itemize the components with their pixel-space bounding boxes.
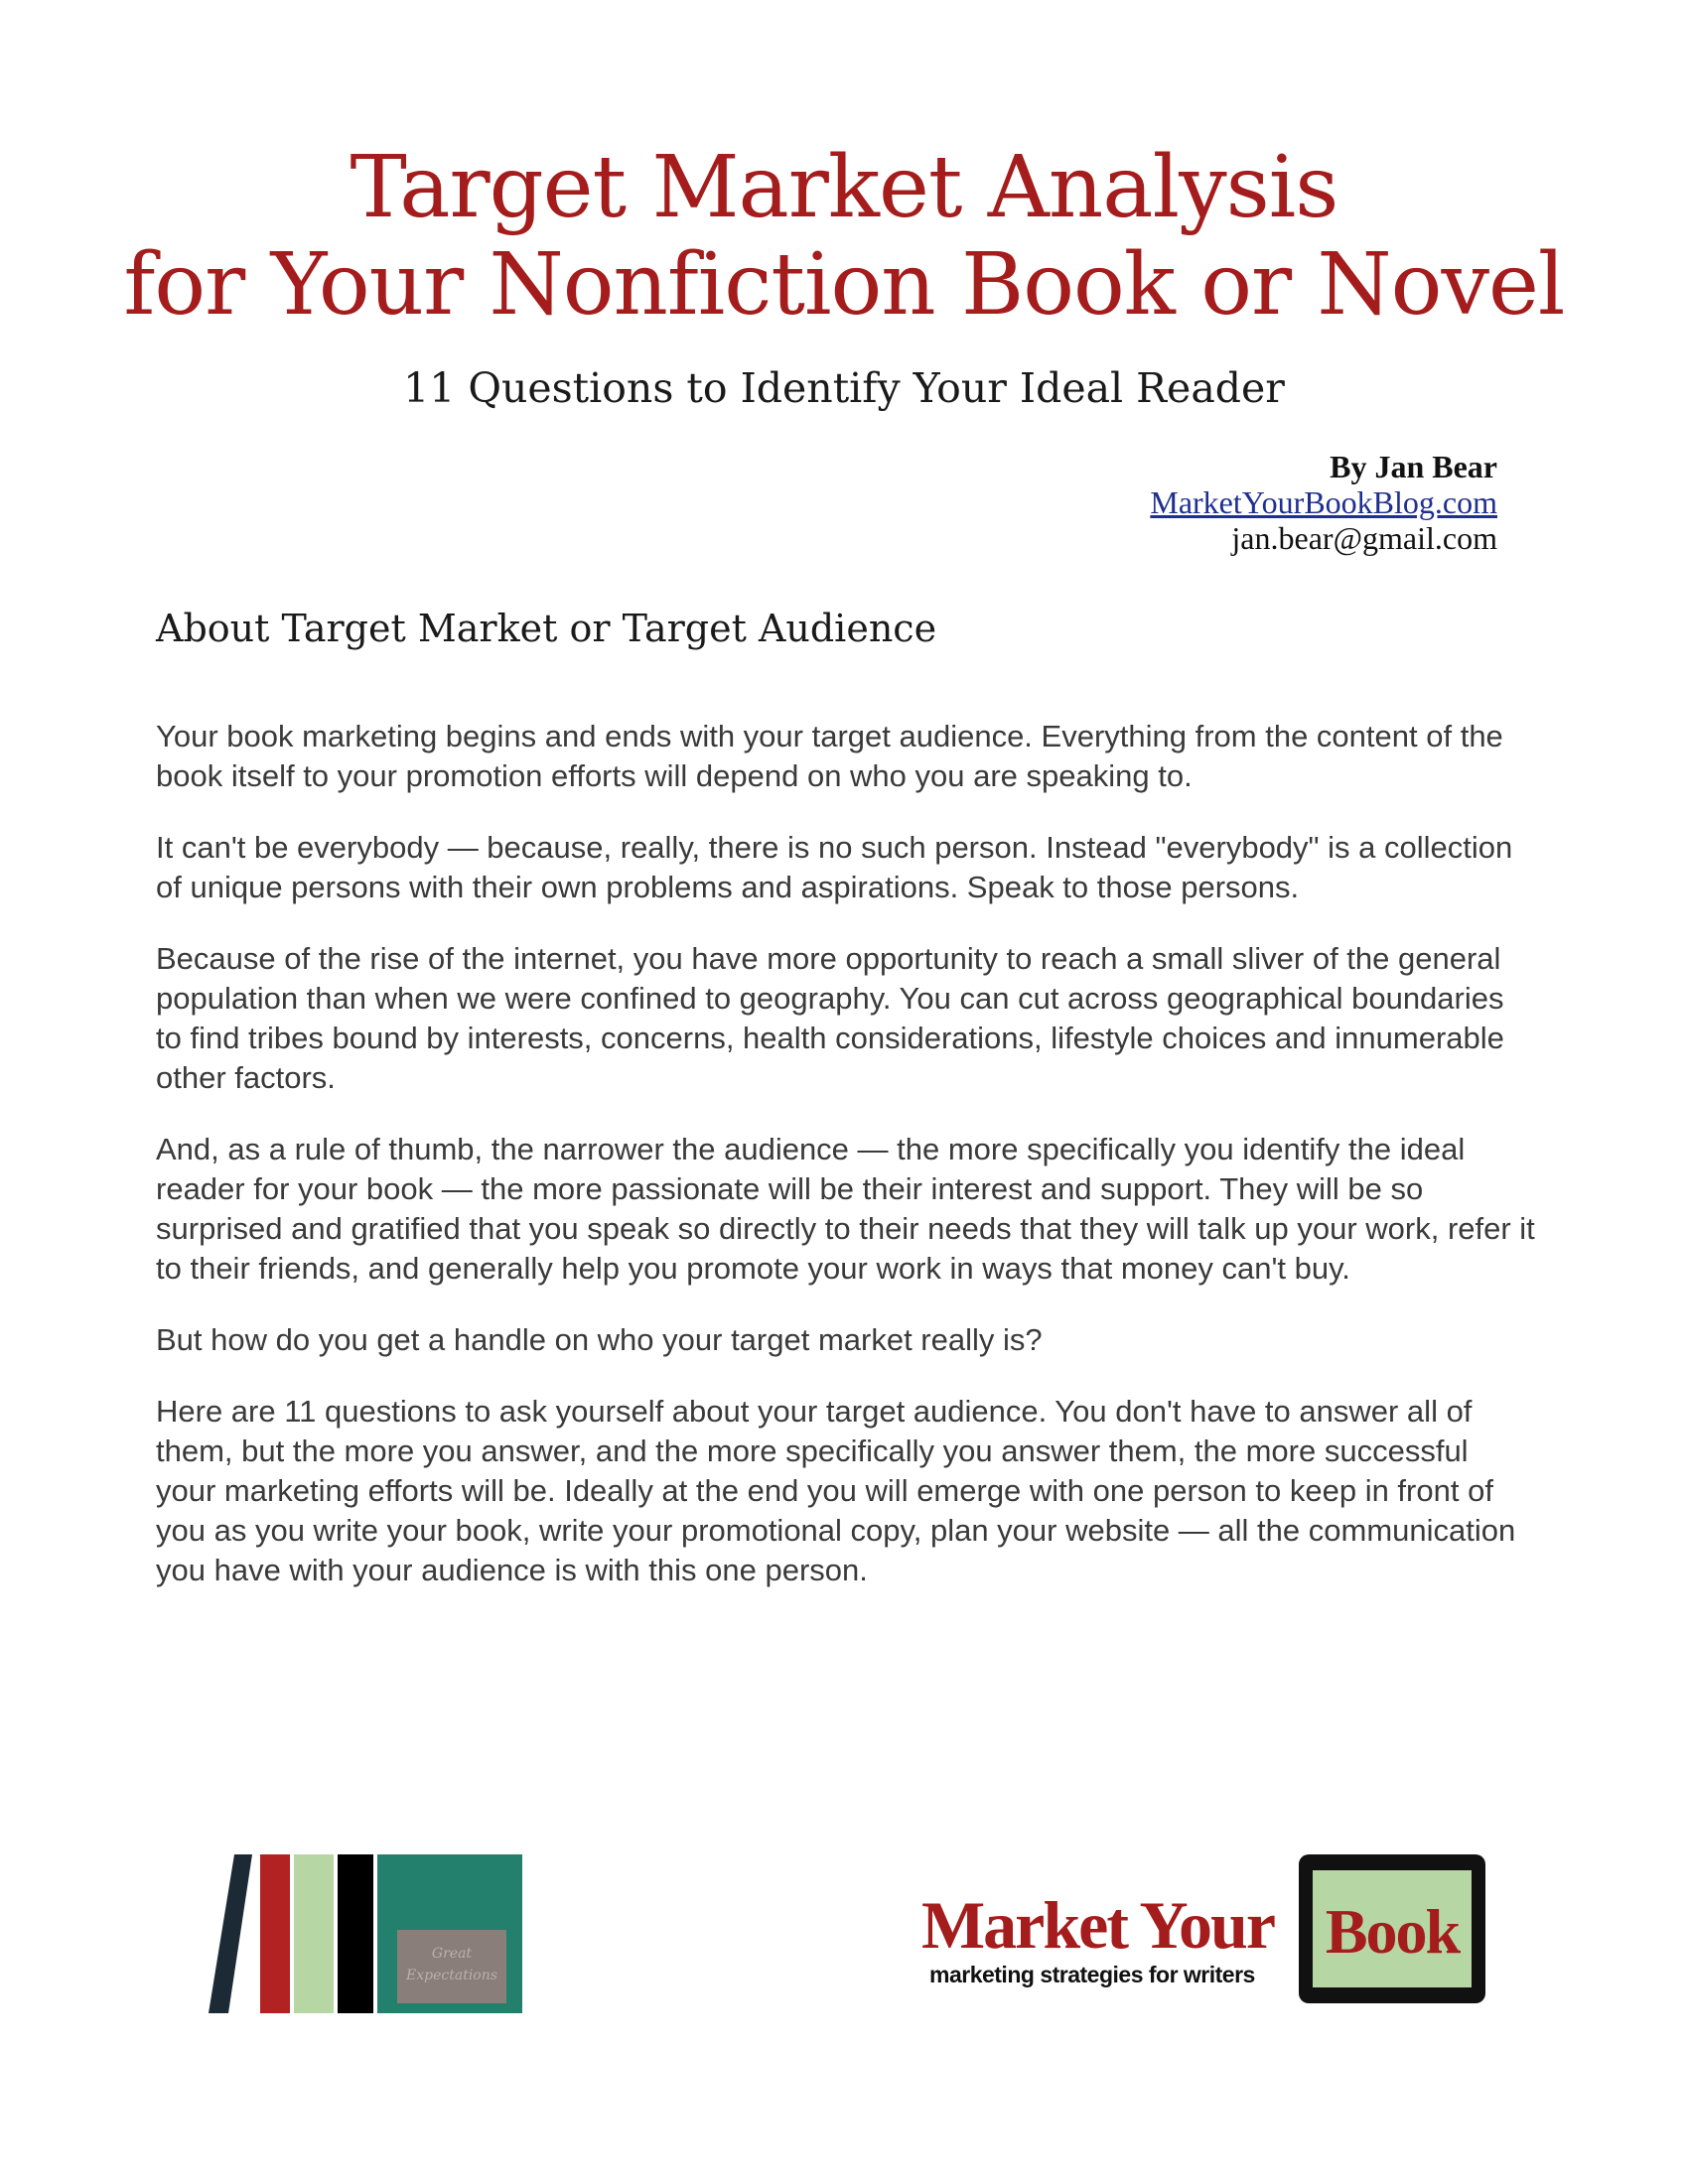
brand-tagline: marketing strategies for writers xyxy=(929,1962,1255,1987)
spine-red xyxy=(260,1854,290,2013)
spine-sage xyxy=(294,1854,334,2013)
tablet-icon xyxy=(1299,1854,1485,2003)
section-heading: About Target Market or Target Audience xyxy=(156,607,937,650)
title-line-2: for Your Nonfiction Book or Novel xyxy=(123,235,1565,335)
paragraph: Because of the rise of the internet, you have more opportunity to reach a small sliver of the general population than when we were confined to geography. You can cut across geographical boundaries to find tribes bound by interests, concerns, health considerations, lifestyle choices and innumerable other factors. xyxy=(156,941,1504,1095)
brand-wordmark: Market Your xyxy=(921,1887,1275,1963)
paragraph: And, as a rule of thumb, the narrower the audience — the more specifically you identify the ideal reader for your book — the more passionate will be their interest and support. They will be so surprised and gratified that you speak so directly to their needs that they will talk up your work, refer it to their friends, and generally help you promote your work in ways that money can't buy. xyxy=(156,1132,1535,1286)
document-subtitle: 11 Questions to Identify Your Ideal Reader xyxy=(403,364,1285,412)
paragraph: But how do you get a handle on who your target market really is? xyxy=(156,1322,1043,1357)
book-spines-graphic xyxy=(209,1854,526,2013)
title-line-1: Target Market Analysis xyxy=(350,138,1338,237)
author-byline: By Jan Bear xyxy=(1330,449,1497,484)
body-text xyxy=(156,717,1536,1622)
tablet-screen xyxy=(1313,1870,1472,1987)
paragraph: Your book marketing begins and ends with your target audience. Everything from the content of the book itself to your promotion efforts will depend on who you are speaking to. xyxy=(156,719,1503,793)
spine-navy xyxy=(209,1854,252,2013)
cover-caption-line-2: Expectations xyxy=(406,1968,497,1983)
author-email: jan.bear@gmail.com xyxy=(1231,520,1497,556)
paragraph: Here are 11 questions to ask yourself about your target audience. You don't have to answer all of them, but the more you answer, and the more specifically you answer them, the more successful your marketing efforts will be. Ideally at the end you will emerge with one person to keep in front of you as you write your book, write your promotional copy, plan your website — all the communication you have with your audience is with this one person. xyxy=(156,1394,1516,1587)
cover-label xyxy=(397,1930,506,2003)
document-title xyxy=(0,139,1688,334)
book-spines-logo xyxy=(209,1854,526,2013)
cover-caption-line-1: Great xyxy=(431,1946,473,1962)
spine-black xyxy=(338,1854,373,2013)
author-block xyxy=(1150,449,1497,556)
website-link[interactable]: MarketYourBookBlog.com xyxy=(1150,484,1497,520)
market-your-book-logo xyxy=(921,1854,1487,2013)
paragraph: It can't be everybody — because, really, there is no such person. Instead "everybody" is a collection of unique persons with their own problems and aspirations. Speak to those persons. xyxy=(156,830,1513,904)
tablet-wordmark: Book xyxy=(1325,1896,1460,1967)
